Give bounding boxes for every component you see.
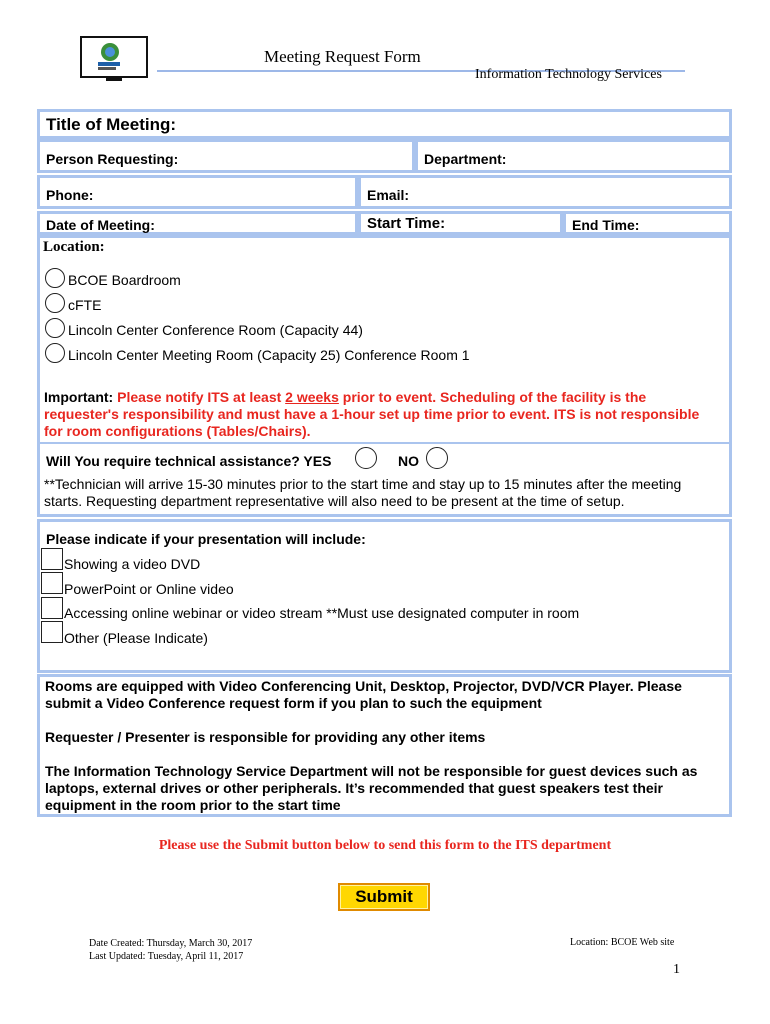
title-of-meeting-field[interactable] (37, 109, 732, 139)
requester-note: Requester / Presenter is responsible for providing any other items (45, 729, 486, 745)
last-updated: Last Updated: Tuesday, April 11, 2017 (89, 951, 244, 962)
form-title: Meeting Request Form (264, 47, 421, 66)
technician-note-line2: starts. Requesting department representative will also need to be present at the time of setup. (44, 493, 625, 509)
location-option-label: Lincoln Center Meeting Room (Capacity 25) Conference Room 1 (68, 347, 470, 363)
title-of-meeting-label: Title of Meeting: (46, 115, 177, 134)
location-option-label: BCOE Boardroom (68, 272, 181, 288)
important-notice (44, 389, 734, 440)
start-time-field[interactable] (358, 211, 563, 235)
department-field[interactable] (415, 139, 732, 173)
presentation-option-label: PowerPoint or Online video (64, 581, 234, 597)
equipment-note (45, 678, 730, 712)
important-text-2: prior to event. Scheduling of the facility is the (338, 389, 647, 405)
start-time-label: Start Time: (367, 215, 446, 232)
location-option-label: Lincoln Center Conference Room (Capacity 44) (68, 322, 363, 338)
section-divider (37, 442, 732, 444)
important-text-1: Please notify ITS at least (117, 389, 286, 405)
location-radio-cfte[interactable] (45, 293, 65, 313)
date-created: Date Created: Thursday, March 30, 2017 (89, 938, 253, 949)
important-text-3: requester's responsibility and must have a 1-hour set up time prior to event. ITS is not responsible (44, 406, 700, 422)
date-of-meeting-field[interactable] (37, 211, 358, 235)
tech-assistance-no-label: NO (398, 453, 419, 469)
location-option-label: cFTE (68, 297, 102, 313)
submit-instruction: Please use the Submit button below to send this form to the ITS department (158, 838, 612, 853)
tech-assistance-yes-radio[interactable] (355, 447, 377, 469)
guest-devices-note (45, 763, 730, 814)
end-time-label: End Time: (572, 217, 640, 233)
tech-assistance-question: Will You require technical assistance? YES (46, 453, 332, 469)
important-prefix: Important: (44, 389, 118, 405)
equipment-note-line2: submit a Video Conference request form if you plan to such the equipment (45, 695, 542, 711)
tech-assistance-no-radio[interactable] (426, 447, 448, 469)
presentation-option-label: Accessing online webinar or video stream **Must use designated computer in room (64, 605, 580, 621)
person-requesting-field[interactable] (37, 139, 415, 173)
end-time-field[interactable] (563, 211, 732, 235)
important-weeks: 2 weeks (285, 389, 339, 405)
presentation-option-label: Other (Please Indicate) (64, 630, 208, 646)
location-label: Location: (43, 239, 105, 255)
presentation-checkbox-webinar[interactable] (41, 597, 63, 619)
phone-label: Phone: (46, 187, 94, 203)
location-radio-lincoln-conference[interactable] (45, 318, 65, 338)
date-of-meeting-label: Date of Meeting: (46, 217, 155, 233)
submit-button[interactable]: Submit (338, 883, 430, 911)
person-requesting-label: Person Requesting: (46, 151, 179, 167)
presentation-heading: Please indicate if your presentation will include: (46, 531, 366, 547)
guest-note-line2: laptops, external drives or other peripherals. It’s recommended that guest speakers test their (45, 780, 664, 796)
department-label: Department: (424, 151, 507, 167)
presentation-checkbox-other[interactable] (41, 621, 63, 643)
technician-note-line1: **Technician will arrive 15-30 minutes prior to the start time and stay up to 15 minutes after the meeting (44, 476, 682, 492)
presentation-option-label: Showing a video DVD (64, 556, 201, 572)
presentation-checkbox-dvd[interactable] (41, 548, 63, 570)
guest-note-line3: equipment in the room prior to the start time (45, 797, 341, 813)
location-radio-bcoe-boardroom[interactable] (45, 268, 65, 288)
footer-dates (89, 937, 252, 963)
footer-location: Location: BCOE Web site (570, 937, 675, 948)
presentation-checkbox-powerpoint[interactable] (41, 572, 63, 594)
location-radio-lincoln-meeting[interactable] (45, 343, 65, 363)
phone-field[interactable] (37, 175, 358, 209)
bcoe-logo (80, 36, 148, 82)
equipment-note-line1: Rooms are equipped with Video Conferencing Unit, Desktop, Projector, DVD/VCR Player. Please (45, 678, 682, 694)
email-label: Email: (367, 187, 410, 203)
guest-note-line1: The Information Technology Service Department will not be responsible for guest devices such as (45, 763, 698, 779)
important-text-4: for room configurations (Tables/Chairs). (44, 423, 311, 439)
technician-note (44, 476, 734, 510)
department-subtitle: Information Technology Services (475, 67, 662, 82)
page-number: 1 (673, 962, 680, 977)
email-field[interactable] (358, 175, 732, 209)
